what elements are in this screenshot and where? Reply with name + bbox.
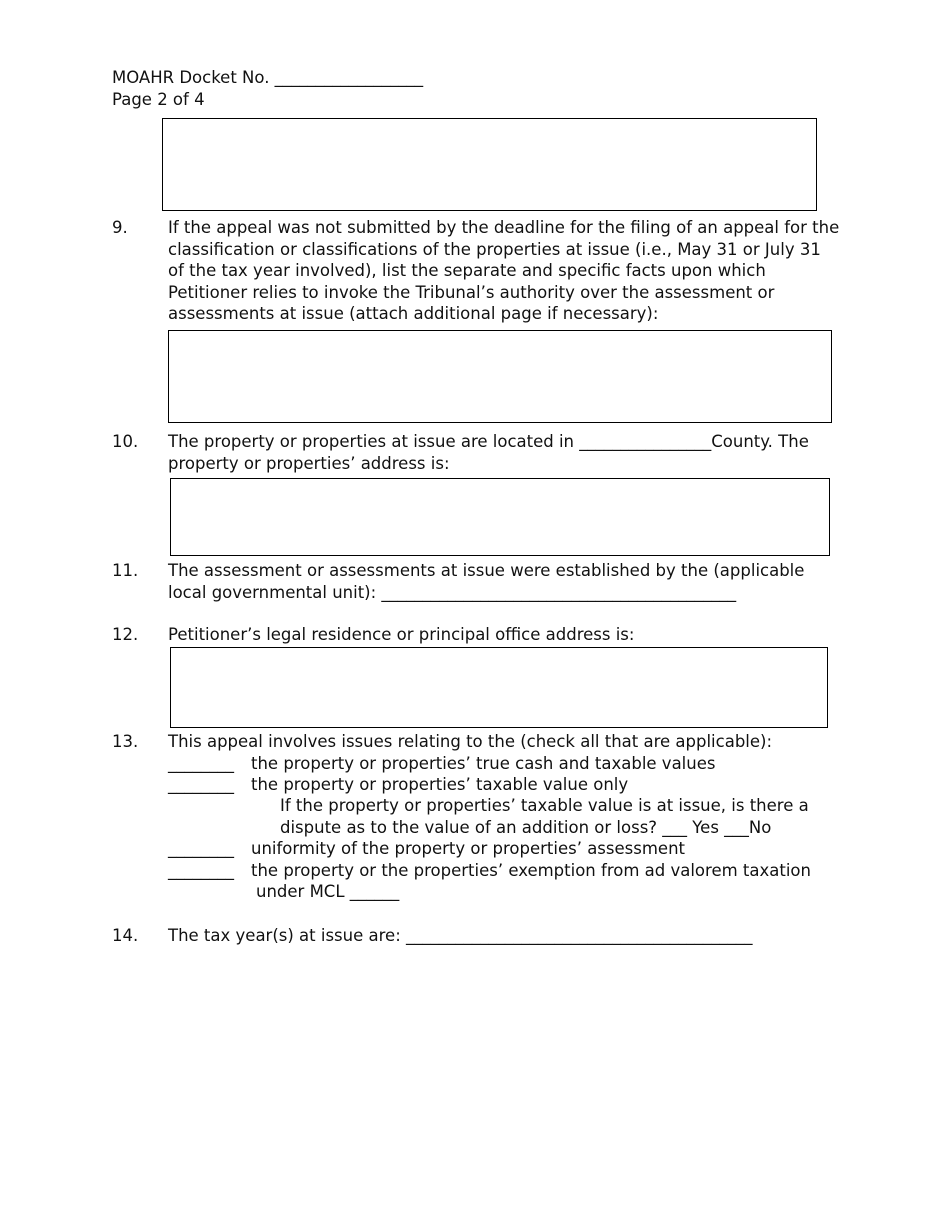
item-10-address-box[interactable] — [170, 478, 830, 556]
item-9-line: classification or classifications of the properties at issue (i.e., May 31 or July 31 — [168, 239, 821, 259]
item-11-line: The assessment or assessments at issue were established by the (applicable — [168, 561, 805, 580]
item-9-text — [168, 217, 839, 325]
item-9-facts-box[interactable] — [168, 330, 832, 423]
item-12-line: Petitioner’s legal residence or principal office address is: — [168, 625, 635, 644]
mcl-line[interactable]: under MCL ______ — [256, 882, 400, 901]
sub-question-line-1: If the property or properties’ taxable value is at issue, is there a — [280, 796, 809, 815]
item-10-number: 10. — [112, 432, 139, 451]
text-box-item-8-continued[interactable] — [162, 118, 817, 211]
docket-number-line: MOAHR Docket No. __________________ — [112, 68, 424, 87]
checkbox-line-uniformity[interactable]: ________ — [168, 839, 234, 858]
item-12-address-box[interactable] — [170, 647, 828, 728]
item-9-line: Petitioner relies to invoke the Tribunal’s authority over the assessment or — [168, 282, 775, 302]
sub-question-line-2[interactable]: dispute as to the value of an addition or loss? ___ Yes ___No — [280, 818, 772, 837]
page-number: Page 2 of 4 — [112, 90, 205, 109]
item-9-number: 9. — [112, 218, 128, 237]
item-10-line: property or properties’ address is: — [168, 453, 450, 473]
checkbox-line-exemption[interactable]: ________ — [168, 861, 234, 880]
option-uniformity-label: uniformity of the property or properties’ assessment — [251, 839, 685, 858]
item-13-number: 13. — [112, 732, 139, 751]
item-12-number: 12. — [112, 625, 139, 644]
item-12-text — [168, 624, 634, 646]
checkbox-line-taxable-value[interactable]: ________ — [168, 775, 234, 794]
item-10-line: The property or properties at issue are located in ________________County. The — [168, 432, 809, 451]
item-10-text — [168, 431, 809, 474]
item-13-intro: This appeal involves issues relating to the (check all that are applicable): — [168, 732, 773, 751]
option-exemption-label: the property or the properties’ exemption from ad valorem taxation — [251, 861, 811, 880]
item-14-text[interactable]: The tax year(s) at issue are: __________________________________________ — [168, 926, 753, 945]
option-true-cash-label: the property or properties’ true cash and taxable values — [251, 754, 716, 773]
item-9-line: of the tax year involved), list the separate and specific facts upon which — [168, 261, 766, 280]
item-11-number: 11. — [112, 561, 139, 580]
item-14-number: 14. — [112, 926, 139, 945]
checkbox-line-true-cash[interactable]: ________ — [168, 754, 234, 773]
item-9-line: assessments at issue (attach additional page if necessary): — [168, 304, 659, 323]
item-11-line: local governmental unit): ___________________________________________ — [168, 582, 737, 602]
option-taxable-value-label: the property or properties’ taxable value only — [251, 775, 629, 794]
item-11-text — [168, 560, 804, 603]
item-9-line: If the appeal was not submitted by the deadline for the filing of an appeal for the — [168, 218, 840, 237]
